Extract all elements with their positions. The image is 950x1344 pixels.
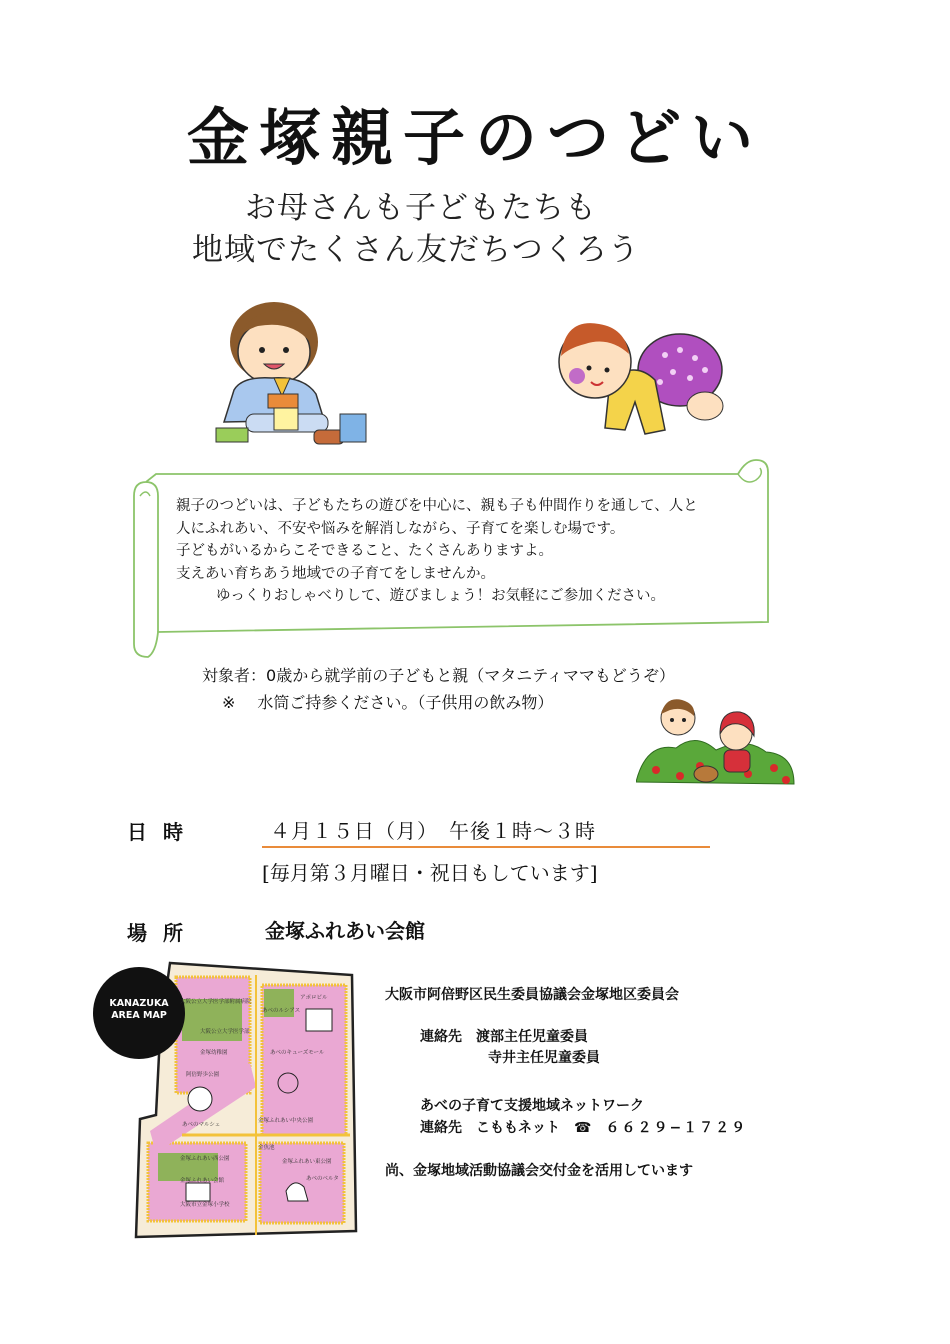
strawberry-picking-illustration — [636, 692, 796, 792]
network-org: こももネット — [476, 1120, 560, 1136]
note — [222, 690, 575, 713]
map-label-central-park: 金塚ふれあい中央公園 — [258, 1118, 314, 1124]
note-text: 水筒ご持参ください。（子供用の飲み物） — [257, 693, 554, 712]
subsidy-note: 尚、金塚地域活動協議会交付金を活用しています — [385, 1163, 693, 1179]
contact-person1: 渡部主任児童委員 — [476, 1029, 588, 1045]
map-badge-line2: AREA MAP — [111, 1010, 167, 1021]
target-text: ：0歳から就学前の子どもと親（マタニティママもどうぞ） — [250, 666, 675, 685]
datetime-label: 日時 — [127, 820, 199, 844]
target-audience — [202, 664, 675, 688]
phone-icon: ☎ — [574, 1120, 592, 1136]
organizer: 大阪市阿倍野区民生委員協議会金塚地区委員会 — [385, 987, 679, 1003]
note-mark: ※ — [222, 693, 236, 712]
place-value: 金塚ふれあい会館 — [265, 919, 425, 943]
map-label-east-park: 金塚ふれあい東公園 — [282, 1159, 332, 1165]
intro-line-2: 人にふれあい、不安や悩みを解消しながら、子育てを楽しむ場です。 — [176, 520, 625, 537]
map-label-fishpond: 金魚池 — [258, 1145, 275, 1151]
network-phone: ６６２９−１７２９ — [605, 1120, 748, 1136]
map-label-bell: あべのベルタ — [306, 1176, 339, 1182]
network-block — [420, 1095, 747, 1139]
intro-line-1: 親子のつどいは、子どもたちの遊びを中心に、親も子も仲間作りを通して、人と — [176, 498, 698, 514]
intro-line-5: ゆっくりおしゃべりして、遊びましょう！お気軽にご参加ください。 — [216, 588, 666, 604]
map-label-hospital: 大阪公立大学医学部附属病院 — [180, 999, 252, 1005]
map-label-park1: 阿倍野歩公園 — [186, 1072, 220, 1078]
intro-line-4: 支えあい育ちあう地域での子育てをしませんか。 — [176, 565, 495, 582]
map-badge-line1: KANAZUKA — [109, 998, 169, 1009]
place-label: 場所 — [127, 921, 199, 945]
network-contact-label: 連絡先 — [420, 1120, 462, 1136]
datetime-extra: [毎月第３月曜日・祝日もしています] — [262, 861, 598, 885]
contact-block — [420, 1027, 600, 1069]
map-label-apollo: アポロビル — [300, 995, 328, 1001]
datetime-value: ４月１５日（月） 午後１時～３時 — [270, 819, 596, 843]
map-label-cues: あべのキューズモール — [270, 1050, 325, 1056]
contact-label: 連絡先 — [420, 1029, 462, 1045]
contact-person2: 寺井主任児童委員 — [488, 1050, 600, 1066]
boy-with-blocks-illustration — [212, 290, 372, 450]
map-label-marche: あべのマルシェ — [182, 1122, 221, 1128]
intro-text — [176, 495, 766, 608]
map-label-west-park: 金塚ふれあい西公園 — [180, 1156, 230, 1162]
target-label: 対象者 — [202, 666, 251, 685]
network-name: あべの子育て支援地域ネットワーク — [420, 1098, 644, 1114]
datetime-underline — [262, 846, 710, 848]
crawling-baby-illustration — [555, 310, 730, 450]
intro-line-3: 子どもがいるからこそできること、たくさんありますよ。 — [176, 543, 553, 559]
subtitle-line2: 地域でたくさん友だちつくろう — [192, 232, 640, 268]
map-label-medschool: 大阪公立大学医学部 — [200, 1029, 250, 1035]
map-label-school: 大阪市立金塚小学校 — [180, 1202, 230, 1208]
map-label-kindergarten: 金塚幼稚園 — [200, 1050, 228, 1056]
map-label-lucias: あべのルシアス — [262, 1008, 301, 1014]
page-title: 金塚親子のつどい — [186, 101, 763, 174]
subtitle-line1: お母さんも子どもたちも — [245, 190, 597, 226]
map-badge — [93, 967, 185, 1059]
map-label-hall: 金塚ふれあい会館 — [180, 1178, 225, 1184]
